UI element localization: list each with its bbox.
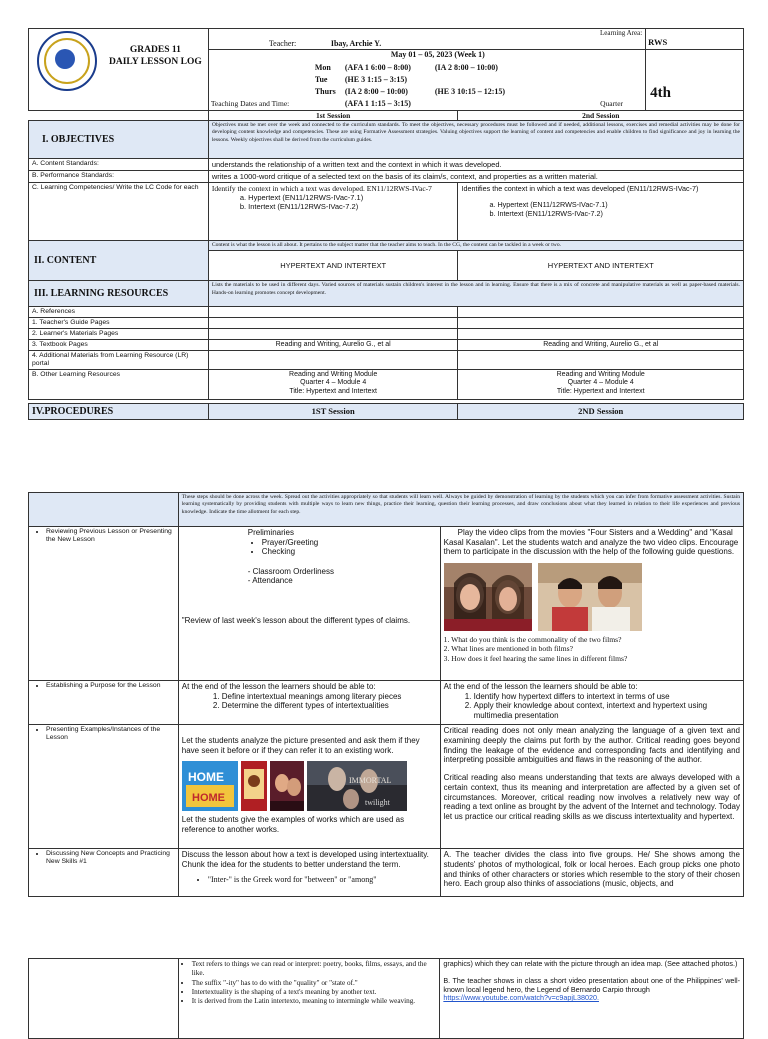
purpose-s2: At the end of the lesson the learners should be able to: 1. Identify how hypertext differs to intertext in terms of use 2. Apply their knowledge about context, intertext and hypertext using multimedia presentation (440, 681, 743, 725)
discussing-s2: A. The teacher divides the class into five groups. He/ She shows among the students' photos of mythological, folk or local heroes. Each group picks one photo and thinks of other characters or stories which resemble to the story of their chosen hero. Each group also thinks of associations (music, objects, and (440, 849, 743, 897)
performance-standards-label: B. Performance Standards: (29, 171, 209, 183)
other-resources-label: B. Other Learning Resources (29, 369, 209, 399)
svg-text:HOME: HOME (191, 792, 225, 805)
content-standards-label: A. Content Standards: (29, 159, 209, 171)
quarter-value: 4th (650, 85, 671, 101)
video-link[interactable]: https://www.youtube.com/watch?v=c9apjL38020. (443, 993, 599, 1003)
teacher-label: Teacher: (268, 39, 297, 48)
area-quarter-cell (600, 29, 744, 111)
discussing-label: • Discussing New Concepts and Practicing New Skills #1 (29, 849, 179, 897)
date-range: May 01 – 05, 2023 (Week 1) (390, 50, 485, 59)
learning-area-label: Learning Area: (600, 29, 643, 37)
session1-header: 1st Session (208, 111, 458, 121)
content-note: Content is what the lesson is all about. It pertains to the subject matter that the teacher aims to teach. In the CG, the content can be tackled in a week or two. (208, 241, 743, 251)
poster-home-sweetie-home (182, 761, 238, 811)
procedures-continuation-table (28, 958, 744, 1039)
discussing-s2-continued: graphics) which they can relate with the picture through an idea map. (See attached photos.) B. The teacher shows in class a short video presentation about one of the Philippines' well-known local legend hero, the Legend of Bernardo Carpio through https://www.youtube.com/watch?v=c9apjL38020. (440, 959, 744, 1039)
references-label: A. References (29, 307, 209, 318)
competency-s1: Identify the context in which a text was developed. EN11/12RWS-IVac-7 a. Hypertext (EN11/12RWS-IVac-7.1) b. Intertext (EN11/12RWS-IVac-7.2) (208, 183, 458, 241)
competencies-label: C. Learning Competencies/ Write the LC Code for each (29, 183, 209, 241)
other-resources-s2: Reading and Writing Module Quarter 4 – Module 4 Title: Hypertext and Intertext (458, 369, 744, 399)
content-s2: HYPERTEXT AND INTERTEXT (458, 251, 744, 281)
learning-area: RWS (648, 37, 668, 47)
content-standards: understands the relationship of a written text and the context in which it was developed. (208, 159, 743, 171)
quarter-label: Quarter (600, 99, 624, 108)
session2-header: 2nd Session (458, 111, 744, 121)
textbook-s1: Reading and Writing, Aurelio G., et al (208, 339, 458, 350)
purpose-s1: At the end of the lesson the learners should be able to: 1. Define intertextual meanings among literary pieces 2. Determine the different types of intertextualities (178, 681, 440, 725)
svg-text:twilight: twilight (364, 798, 390, 808)
additional-materials-label: 4. Additional Materials from Learning Resource (LR) portal (29, 351, 209, 370)
resources-note: Lists the materials to be used in different days. Varied sources of materials sustain children's interest in the lesson and in learning. Ensure that there is a mix of concrete and manipulative materials as well as paper-based materials. Hands-on learning promotes concept development. (208, 281, 743, 307)
competency-s2: Identifies the context in which a text was developed (EN11/12RWS-IVac-7) a. Hypertext (EN11/12RWS-IVac-7.1) b. Intertext (EN11/12RWS-IVac-7.2) (458, 183, 744, 241)
objectives-note: Objectives must be met over the week and connected to the curriculum standards. To meet the objectives, necessary procedures must be followed and if needed, additional lessons, exercises and remedial activities may be done for developing content knowledge and competencies. These are using Formative Assessment strategies. Valuing objectives support the learning of content and competencies and enable children to find significance and joy in learning the lessons. Weekly objectives shall be derived from the curriculum guides. (208, 121, 743, 159)
review-s1: Preliminaries • Prayer/Greeting • Checking - Classroom Orderliness - Attendance "Review of last week's lesson about the different types of claims. (178, 527, 440, 681)
procedures-table (28, 492, 744, 897)
poster-drama (270, 761, 304, 811)
procedures-s2-header: 2ND Session (458, 403, 744, 419)
content-title: II. CONTENT (34, 255, 97, 267)
purpose-label: • Establishing a Purpose for the Lesson (29, 681, 179, 725)
objectives-title: I. OBJECTIVES (42, 134, 115, 145)
grade-label: GRADES 11 (129, 45, 181, 55)
discussing-s1-continued: • Text refers to things we can read or interpret: poetry, books, films, essays, and the like. • The suffix "-ity" has to do with the "quality" or "state of." • Intertextuality is the shaping of a text's meaning by another text. • It is derived from the Latin intertexto, meaning to intermingle while weaving. (178, 959, 440, 1039)
procedures-s1-header: 1ST Session (208, 403, 458, 419)
deped-seal-icon (37, 31, 97, 91)
svg-text:HOME: HOME (187, 770, 224, 785)
procedures-note: These steps should be done across the week. Spread out the activities appropriately so that students will learn well. Always be guided by demonstration of learning by the students which you can infer from formative assessment activities. Sustain learning systematically by providing students with multiple ways to learn new things, practice their learning, question their learning processes, and draw conclusions about what they learned in relation to their life experiences and previous knowledge. Indicate the time allotment for each step. (178, 493, 743, 527)
daily-lesson-log-header-table (28, 28, 744, 420)
content-s1: HYPERTEXT AND INTERTEXT (208, 251, 458, 281)
examples-s2: Critical reading does not only mean analyzing the language of a given text and examining deeply the claims put forth by the author. Critical reading goes beyond finding the leakage of the evidence and corresponding facts and identifying and interpreting possible ambiguities and flaws in the reasoning of the author. Critical reading also means understanding that texts are always developed with a certain context, thus its meaning and interpretation are affected by a given set of circumstances. Moreover, critical reading now involves a relatively new way of reading a text online as brought by the advent of the Internet and technology. Today let us practice our critical reading skills as we discuss intertextuality and hypertext. (440, 725, 743, 849)
learners-materials-label: 2. Learner's Materials Pages (29, 328, 209, 339)
review-label: • Reviewing Previous Lesson or Presenting the New Lesson (29, 527, 179, 681)
other-resources-s1: Reading and Writing Module Quarter 4 – Module 4 Title: Hypertext and Intertext (208, 369, 458, 399)
performance-standards: writes a 1000-word critique of a selected text on the basis of its claim/s, context, and properties as a written material. (208, 171, 743, 183)
examples-label: • Presenting Examples/Instances of the Lesson (29, 725, 179, 849)
film-still-kasal (538, 563, 642, 631)
dates-label: Teaching Dates and Time: (210, 99, 290, 108)
teachers-guide-label: 1. Teacher's Guide Pages (29, 318, 209, 329)
procedures-title: IV.PROCEDURES (32, 405, 114, 417)
schedule-list: Mon (AFA 1 6:00 – 8:00) (IA 2 8:00 – 10:00) Tue (HE 3 1:15 – 3:15) Thurs (IA 2 8:00 – 10:00) (HE 3 10:15 – 12:15) (AFA 1 1:15 – 3:15) (314, 63, 506, 108)
poster-comic (241, 761, 267, 811)
teacher-name: Ibay, Archie Y. (330, 39, 382, 48)
textbook-label: 3. Textbook Pages (29, 339, 209, 350)
teacher-dates-cell (208, 29, 645, 111)
poster-immortal-twilight (307, 761, 407, 811)
textbook-s2: Reading and Writing, Aurelio G., et al (458, 339, 744, 350)
svg-text:IMMORTAL: IMMORTAL (348, 776, 392, 786)
film-still-four-sisters (444, 563, 532, 631)
resources-title: III. LEARNING RESOURCES (34, 288, 169, 300)
discussing-s1: Discuss the lesson about how a text is developed using intertextuality. Chunk the idea for the students to better understand the term. • "Inter-" is the Greek word for "between" or "among" (178, 849, 440, 897)
school-logo-cell (29, 29, 209, 111)
review-s2: Play the video clips from the movies "Four Sisters and a Wedding" and "Kasal Kasal Kasalan". Let the students watch and analyze the two video clips. Encourage them to participate in the discussion with the help of the following guide questions. 1. What do you think is the commonality of the two films? 2. What lines are mentioned in both films? 3. How does it feel hearing the same lines in different films? (440, 527, 743, 681)
examples-s1: Let the students analyze the picture presented and ask them if they have seen it before or if they can refer it to an existing work. HOME HOME IMMORTAL twilight Let the students give the examples of works which are used as reference to another works. (178, 725, 440, 849)
log-title: DAILY LESSON LOG (109, 56, 202, 67)
